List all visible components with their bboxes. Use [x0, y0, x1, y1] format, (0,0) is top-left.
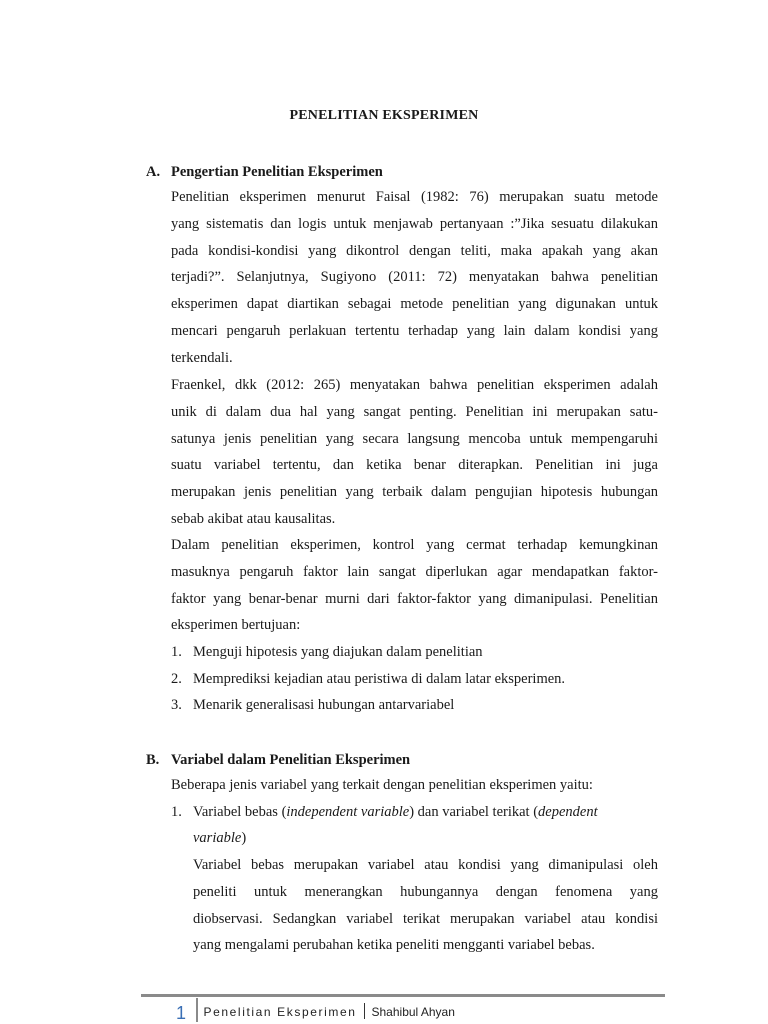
text-line: suatu variabel tertentu, dan ketika benar diterapkan. Penelitian ini juga	[171, 457, 658, 474]
page-footer	[176, 998, 455, 1024]
list-number: 3.	[171, 697, 182, 713]
section-b-letter: B.	[146, 752, 160, 768]
section-a-paragraph-1	[171, 184, 658, 372]
text-line: peneliti untuk menerangkan hubungannya dengan fenomena yang	[193, 883, 658, 900]
variable-list-item	[171, 799, 658, 826]
section-a-paragraph-2	[171, 372, 658, 533]
section-b-title: Variabel dalam Penelitian Eksperimen	[171, 752, 411, 768]
text-line: Dalam penelitian eksperimen, kontrol yang cermat terhadap kemungkinan	[171, 537, 658, 553]
text-line: terkendali.	[171, 349, 233, 366]
list-text: Memprediksi kejadian atau peristiwa di dalam latar eksperimen.	[193, 671, 566, 687]
list-text: Menguji hipotesis yang diajukan dalam penelitian	[193, 644, 483, 660]
goal-list-item	[171, 639, 483, 666]
section-b-intro: Beberapa jenis variabel yang terkait dengan penelitian eksperimen yaitu:	[171, 777, 593, 793]
text-line: eksperimen bertujuan:	[171, 617, 301, 634]
section-a-title: Pengertian Penelitian Eksperimen	[171, 164, 383, 180]
text-line: yang mengalami perubahan ketika peneliti mengganti variabel bebas.	[193, 937, 595, 954]
item-text-part: Variabel bebas (	[193, 804, 287, 820]
item-text-italic: variable	[193, 830, 242, 846]
text-line: Penelitian eksperimen menurut Faisal (1982: 76) merupakan suatu metode	[171, 189, 658, 205]
variable-explanation	[193, 852, 658, 959]
section-a-letter: A.	[146, 164, 161, 180]
footer-separator	[364, 1003, 365, 1019]
text-line: yang sistematis dan logis untuk menjawab pertanyaan :”Jika sesuatu dilakukan	[171, 215, 658, 232]
text-line: merupakan jenis penelitian yang terbaik dalam pengujian hipotesis hubungan	[171, 484, 658, 501]
list-text: Menarik generalisasi hubungan antarvariabel	[193, 697, 455, 713]
section-b-heading	[146, 752, 410, 769]
section-a-heading	[146, 164, 383, 181]
footer-doc-title: Penelitian Eksperimen	[203, 1005, 357, 1019]
text-line: mencari pengaruh perlakuan tertentu terhadap yang lain dalam kondisi yang	[171, 322, 658, 339]
text-line: faktor yang benar-benar murni dari faktor-faktor yang dimanipulasi. Penelitian	[171, 590, 658, 607]
text-line: sebab akibat atau kausalitas.	[171, 510, 336, 527]
section-a-paragraph-3	[171, 532, 658, 639]
text-line: pada kondisi-kondisi yang dikontrol dengan teliti, maka apakah yang akan	[171, 242, 658, 259]
list-number: 1.	[171, 644, 182, 660]
text-line: masuknya pengaruh faktor lain sangat diperlukan agar mendapatkan faktor-	[171, 563, 658, 580]
footer-divider	[196, 998, 198, 1022]
text-line: terjadi?”. Selanjutnya, Sugiyono (2011: 72) menyatakan bahwa penelitian	[171, 269, 658, 286]
text-line: diobservasi. Sedangkan variabel terikat merupakan variabel atau kondisi	[193, 910, 658, 927]
goal-list-item	[171, 692, 454, 719]
text-line: unik di dalam dua hal yang sangat penting. Penelitian ini merupakan satu-	[171, 403, 658, 420]
item-text-italic: independent variable	[286, 804, 410, 820]
list-number: 1.	[171, 804, 182, 820]
text-line: Fraenkel, dkk (2012: 265) menyatakan bahwa penelitian eksperimen adalah	[171, 377, 658, 393]
footer-rule	[141, 994, 665, 997]
footer-author: Shahibul Ahyan	[371, 1005, 455, 1019]
goal-list-item	[171, 666, 565, 693]
text-line: Variabel bebas merupakan variabel atau kondisi yang dimanipulasi oleh	[193, 857, 658, 873]
item-text-part: ) dan variabel terikat (	[409, 804, 539, 820]
page-number: 1	[176, 1003, 187, 1023]
list-number: 2.	[171, 671, 182, 687]
item-text-italic: dependent	[538, 804, 598, 820]
variable-list-item-continuation	[193, 825, 246, 852]
page-title: PENELITIAN EKSPERIMEN	[289, 108, 479, 123]
text-line: eksperimen dapat diartikan sebagai metode penelitian yang digunakan untuk	[171, 296, 658, 313]
text-line: satunya jenis penelitian yang secara langsung mencoba untuk mempengaruhi	[171, 430, 658, 447]
item-text-part: )	[241, 830, 247, 846]
